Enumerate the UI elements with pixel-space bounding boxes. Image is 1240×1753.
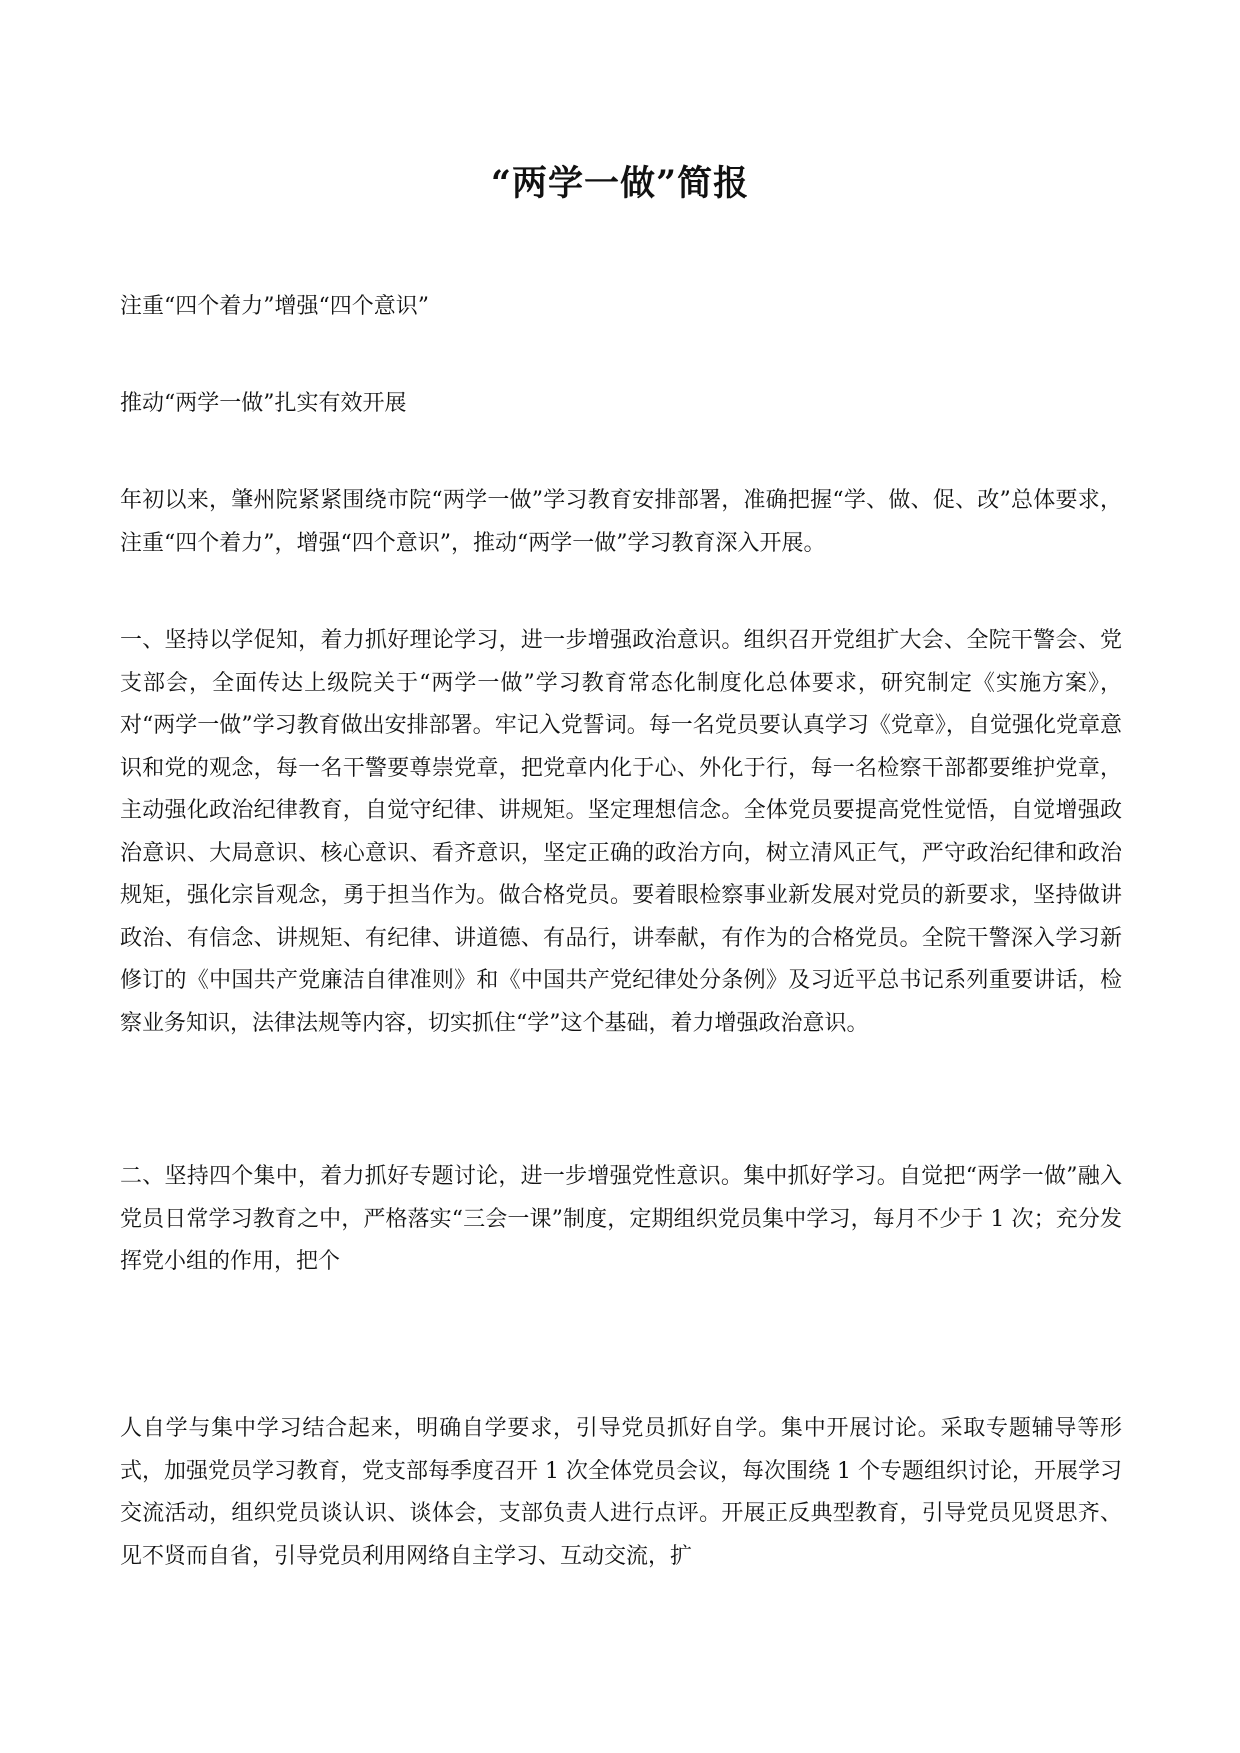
subtitle-line-1: 注重“四个着力”增强“四个意识” (120, 294, 429, 319)
paragraph-intro: 年初以来，肇州院紧紧围绕市院“两学一做”学习教育安排部署，准确把握“学、做、促、改”总体要求，注重“四个着力”，增强“四个意识”，推动“两学一做”学习教育深入开展。 (120, 488, 1122, 556)
document-title: “两学一做”简报 (490, 163, 750, 204)
paragraph-section-two: 二、坚持四个集中，着力抓好专题讨论，进一步增强党性意识。集中抓好学习。自觉把“两学一做”融入党员日常学习教育之中，严格落实“三会一课”制度，定期组织党员集中学习，每月不少于 1 次；充分发挥党小组的作用，把个 (120, 1164, 1122, 1274)
paragraph-section-one: 一、坚持以学促知，着力抓好理论学习，进一步增强政治意识。组织召开党组扩大会、全院干警会、党支部会，全面传达上级院关于“两学一做”学习教育常态化制度化总体要求，研究制定《实施方案》，对“两学一做”学习教育做出安排部署。牢记入党誓词。每一名党员要认真学习《党章》，自觉强化党章意识和党的观念，每一名干警要尊崇党章，把党章内化于心、外化于行，每一名检察干部都要维护党章，主动强化政治纪律教育，自觉守纪律、讲规矩。坚定理想信念。全体党员要提高党性觉悟，自觉增强政治意识、大局意识、核心意识、看齐意识，坚定正确的政治方向，树立清风正气，严守政治纪律和政治规矩，强化宗旨观念，勇于担当作为。做合格党员。要着眼检察事业新发展对党员的新要求，坚持做讲政治、有信念、讲规矩、有纪律、讲道德、有品行，讲奉献，有作为的合格党员。全院干警深入学习新修订的《中国共产党廉洁自律准则》和《中国共产党纪律处分条例》及习近平总书记系列重要讲话，检察业务知识，法律法规等内容，切实抓住“学”这个基础，着力增强政治意识。 (120, 628, 1122, 1036)
subtitle-line-2: 推动“两学一做”扎实有效开展 (120, 391, 407, 416)
paragraph-section-two-continued: 人自学与集中学习结合起来，明确自学要求，引导党员抓好自学。集中开展讨论。采取专题辅导等形式，加强党员学习教育，党支部每季度召开 1 次全体党员会议，每次围绕 1 个专题组织讨论，开展学习交流活动，组织党员谈认识、谈体会，支部负责人进行点评。开展正反典型教育，引导党员见贤思齐、见不贤而自省，引导党员利用网络自主学习、互动交流，扩 (120, 1416, 1122, 1569)
